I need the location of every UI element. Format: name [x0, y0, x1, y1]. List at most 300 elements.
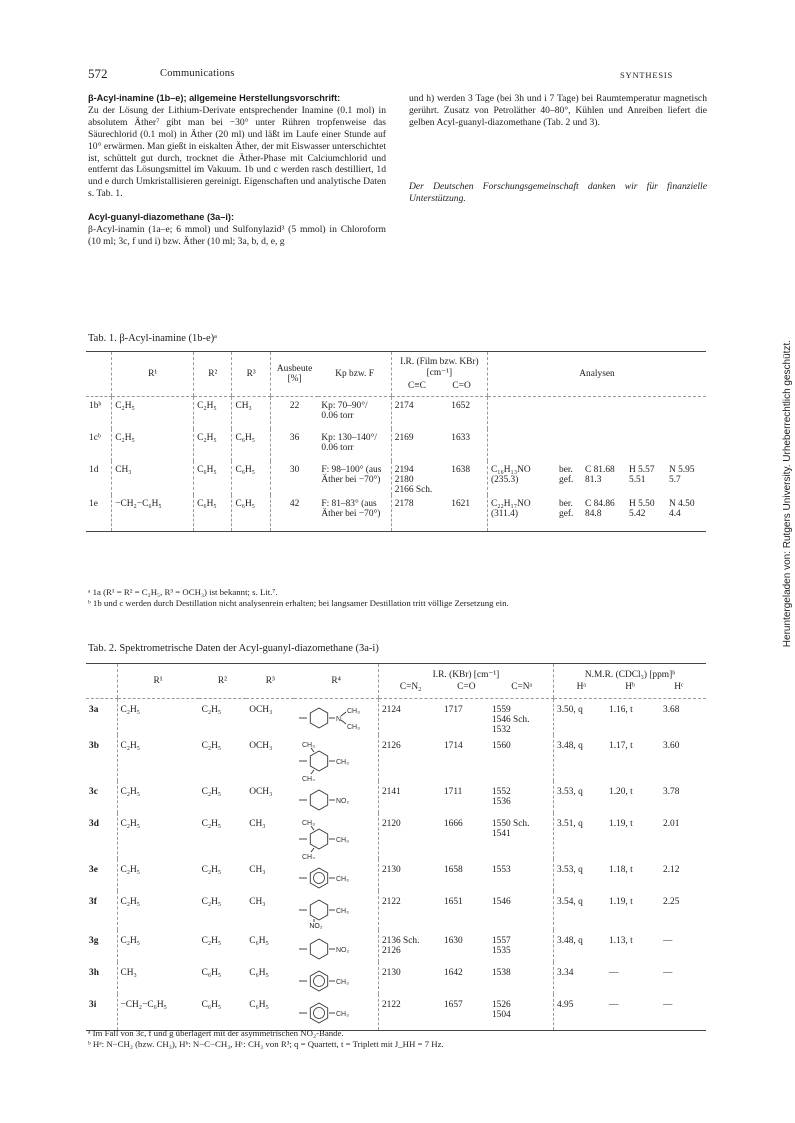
table1-row: [86, 397, 706, 430]
nmr-hc: —: [663, 1000, 673, 1010]
cell-nmr: [554, 930, 707, 962]
cell-ir: [378, 962, 553, 994]
cell-r2: C₆H₅: [194, 461, 232, 495]
methyl-label: CH₃: [336, 876, 350, 883]
cell-ir: [378, 994, 553, 1031]
t2-head-nmr-sub: [557, 681, 703, 693]
procedure-text-3: und h) werden 3 Tage (bei 3h und i 7 Tage) bei Raumtemperatur magnetisch gerührt. Zusatz von Petroläther 40–80°, Kühlen und Anreiben liefert die gelben Acyl-guanyl-diazomethane (Tab. 2 und 3).: [409, 93, 707, 128]
cell-ir: [391, 461, 487, 495]
cell-r4: [294, 813, 378, 859]
table2-row: [86, 994, 706, 1031]
nmr-hb: 1.18, t: [609, 865, 633, 875]
ir-cn2-line: 2126: [381, 946, 401, 956]
cell-r1: C₂H₅: [117, 891, 199, 930]
methyl-label: CH₃: [336, 979, 350, 986]
t2-head-r3: R³: [246, 664, 294, 699]
acknowledgement: Der Deutschen Forschungsgemeinschaft danken wir für finanzielle Unterstützung.: [409, 180, 707, 204]
ir-values: [395, 465, 484, 495]
cell-nmr: [554, 813, 707, 859]
cell-r1: CH₃: [117, 962, 199, 994]
t2-head-hc: Hᶜ: [674, 682, 684, 692]
nmr-hb: 1.17, t: [609, 741, 633, 751]
ir-cn2-line: 2141: [381, 787, 401, 797]
table2-footnote-a: ᵃ Im Fall von 3c, f und g überlagert mit der asymmetrischen NO₂-Bande.: [88, 1028, 344, 1038]
table2-caption: Tab. 2. Spektrometrische Daten der Acyl-guanyl-diazomethane (3a-i): [88, 643, 379, 654]
nitrogen-label: N: [336, 716, 342, 723]
cell-ir: [378, 735, 553, 781]
ir-cn2: [382, 787, 444, 807]
ir-cn: [492, 705, 550, 735]
kp-line: Äther bei −70°): [321, 475, 381, 485]
nmr-hb: 1.19, t: [609, 897, 633, 907]
methyl-label: CH₃: [336, 759, 350, 766]
cell-ir: [378, 891, 553, 930]
cell-r3: CH₃: [249, 819, 266, 829]
ir-cn2-line: 2136 Sch.: [381, 936, 420, 946]
nmr-hb: 1.16, t: [609, 705, 633, 715]
procedure-text-1: Zu der Lösung der Lithium-Derivate entsprechender Inamine (0.1 mol) in absolutem Äther⁷ gibt man bei −30° unter Rühren tropfenweise das Säurechlorid (0.1 mol) in Äther (20 ml) und läßt im Laufe einer Stunde auf 10° erwärmen. Man gießt in eiskalten Äther, der mit Eiswasser unterschichtet ist, schüttelt gut durch, trocknet die Äther-Phase mit Calciumchlorid und entfernt das Lösungsmittel im Vakuum. 1b und c werden rasch destilliert, 1d und e durch Umkristallisieren gereinigt. Eigenschaften und analytische Daten s. Tab. 1.: [88, 104, 386, 200]
ber-c: C 84.86: [585, 499, 615, 509]
cell-r3: C₆H₅: [249, 968, 269, 978]
right-column: [409, 93, 707, 205]
nmr-ha: 4.95: [557, 1000, 574, 1010]
cell-r3: CH₃: [249, 897, 266, 907]
methyl-label: CH₃: [347, 708, 361, 715]
cell-r3: OCH₃: [249, 705, 273, 715]
ir-cn2: [382, 741, 444, 751]
t2-head-ha: Hᵃ: [576, 682, 586, 692]
ir-co: 1651: [443, 897, 463, 907]
ir-cn: [492, 819, 550, 839]
analysis-grid: [491, 465, 703, 485]
nmr-hb: 1.20, t: [609, 787, 633, 797]
ir-cn2: [382, 865, 444, 875]
benzene-ring: [311, 971, 328, 991]
journal-name: SYNTHESIS: [620, 70, 674, 80]
cell-r2: C₂H₅: [201, 741, 222, 751]
ir-cc-line: 2169: [394, 433, 414, 443]
gef-label: gef.: [559, 509, 574, 519]
t1-head-ir-sub: [395, 381, 484, 391]
kp-line: 0.06 torr: [321, 443, 354, 453]
cell-r1: C₂H₅: [112, 397, 194, 430]
kp-line: 0.06 torr: [321, 411, 354, 421]
gef-h: 5.51: [629, 475, 646, 485]
cell-r2: C₂H₅: [201, 936, 222, 946]
ir-values: [382, 897, 550, 907]
ir-cn: [492, 865, 550, 875]
benzene-ring: [311, 708, 328, 728]
cell-r1: −CH₂−C₆H₅: [117, 994, 199, 1031]
ir-co: 1666: [443, 819, 463, 829]
cell-nmr: [554, 781, 707, 813]
cell-nmr: [554, 994, 707, 1031]
t2-head-ir-sub: [382, 681, 550, 693]
nmr-hc: 2.12: [663, 865, 680, 875]
table2-row: [86, 891, 706, 930]
nmr-ha: 3.48, q: [557, 741, 583, 751]
cell-r1: C₂H₅: [117, 813, 199, 859]
methyl-label: CH₃: [302, 776, 316, 781]
kp-line: F: 81–83° (aus: [321, 499, 377, 509]
cell-r2: C₂H₅: [201, 865, 222, 875]
cell-r1: C₂H₅: [117, 859, 199, 891]
ir-cn2-line: 2122: [381, 1000, 401, 1010]
ber-h: H 5.57: [629, 465, 655, 475]
t2-head-nmr-title: N.M.R. (CDCl₃) [ppm]ᵇ: [584, 670, 676, 680]
nmr-hb: —: [609, 1000, 619, 1010]
page-number: 572: [88, 66, 108, 81]
nmr-hc: 3.78: [663, 787, 680, 797]
table2-row: [86, 781, 706, 813]
t2-head-ir-title: I.R. (KBr) [cm⁻¹]: [432, 670, 500, 680]
t1-head-yield: Ausbeute [%]: [270, 352, 318, 397]
ir-cn-line: 1552: [491, 787, 511, 797]
gef-n: 4.4: [669, 509, 681, 519]
benzene-ring: [311, 790, 328, 810]
t1-head-r3: R³: [232, 352, 270, 397]
ir-co: 1621: [451, 499, 470, 509]
download-notice: Heruntergeladen von: Rutgers University. Urheberrechtlich geschützt.: [782, 340, 793, 648]
compound-id: 3c: [89, 787, 98, 797]
ir-cn-line: 1541: [491, 829, 511, 839]
cell-r1: C₂H₅: [112, 429, 194, 461]
ir-cn2-line: 2130: [381, 968, 401, 978]
cell-analysis: [488, 461, 707, 495]
table2-row: [86, 699, 706, 736]
nmr-ha: 3.53, q: [557, 787, 583, 797]
ir-cn: [492, 1000, 550, 1020]
nmr-hc: —: [663, 968, 673, 978]
cell-r1: −CH₂−C₆H₅: [112, 495, 194, 532]
ir-values: [382, 1000, 550, 1020]
molar-mass: (311.4): [491, 509, 518, 519]
benzene-ring: [311, 939, 328, 959]
table1-footnote-a: ᵃ 1a (R¹ = R² = C₂H₅, R³ = OCH₃) ist bekannt; s. Lit.⁷.: [88, 587, 278, 597]
methyl-label: CH₃: [336, 837, 350, 844]
ir-values: [382, 865, 550, 875]
cell-r3: C₆H₅: [232, 429, 270, 461]
nmr-ha: 3.34: [557, 968, 574, 978]
gef-c: 84.8: [585, 509, 602, 519]
cell-ir: [378, 781, 553, 813]
ir-cn-line: 1557: [491, 936, 511, 946]
ir-cn2-line: 2126: [381, 741, 401, 751]
ber-n: N 4.50: [669, 499, 695, 509]
r4-structure: [297, 705, 371, 731]
ir-co: 1658: [443, 865, 463, 875]
ir-cn2: [382, 936, 444, 956]
r4-structure: [297, 1000, 371, 1026]
table1-footnote-b: ᵇ 1b und c werden durch Destillation nicht analysenrein erhalten; bei langsamer Destillation tritt völlige Zersetzung ein.: [88, 598, 509, 608]
kp-line: F: 98–100° (aus: [321, 465, 382, 475]
t2-head-nmr: [554, 664, 707, 699]
compound-id: 1d: [89, 465, 99, 475]
cell-r4: [294, 962, 378, 994]
nmr-hb: 1.19, t: [609, 819, 633, 829]
t1-head-id: [86, 352, 112, 397]
methyl-label: CH₃: [347, 724, 361, 731]
ir-cn-line: 1546 Sch.: [491, 715, 530, 725]
t2-head-hb: Hᵇ: [625, 682, 635, 692]
cell-r2: C₂H₅: [194, 429, 232, 461]
cell-r2: C₆H₅: [194, 495, 232, 532]
t2-head-r2: R²: [199, 664, 247, 699]
t1-head-ir-title: I.R. (Film bzw. KBr) [cm⁻¹]: [400, 357, 479, 378]
compound-id: 3a: [89, 705, 99, 715]
cell-r2: C₂H₅: [201, 705, 222, 715]
benzene-ring: [311, 829, 328, 849]
ir-cn-line: 1559: [491, 705, 511, 715]
ir-co: 1630: [443, 936, 463, 946]
compound-id: 3b: [89, 741, 99, 751]
ir-cc-line: 2194: [394, 465, 414, 475]
ir-co: 1711: [443, 787, 463, 797]
nmr-hc: 2.01: [663, 819, 680, 829]
ber-label: ber.: [559, 499, 573, 509]
cell-r1: CH₃: [112, 461, 194, 495]
ir-cc-line: 2178: [394, 499, 414, 509]
r4-structure: [297, 819, 371, 859]
bond-line: [341, 712, 346, 716]
cell-kp: [318, 397, 391, 430]
analysis-grid: [491, 499, 703, 519]
cell-r3: C₆H₅: [232, 461, 270, 495]
nmr-values: [557, 936, 703, 946]
gef-h: 5.42: [629, 509, 646, 519]
t2-head-ir-cn2: C=N₂: [399, 682, 422, 692]
nmr-values: [557, 705, 703, 715]
ir-cn: [492, 897, 550, 907]
ir-cn-line: 1536: [491, 797, 511, 807]
ir-cn2-line: 2124: [381, 705, 401, 715]
t2-head-r1: R¹: [117, 664, 199, 699]
cell-r4: [294, 735, 378, 781]
cell-r4: [294, 781, 378, 813]
nmr-values: [557, 819, 703, 829]
ir-cn-line: 1532: [491, 725, 511, 735]
ir-cn2-line: 2120: [381, 819, 401, 829]
bond-line: [311, 848, 314, 852]
cell-r3: CH₃: [232, 397, 270, 430]
cell-r1: C₂H₅: [117, 930, 199, 962]
cell-r2: C₂H₅: [194, 397, 232, 430]
kp-line: Äther bei −70°): [321, 509, 381, 519]
nmr-values: [557, 741, 703, 751]
ber-h: H 5.50: [629, 499, 655, 509]
ir-cn2: [382, 705, 444, 735]
nmr-values: [557, 1000, 703, 1010]
ir-cc-line: 2166 Sch.: [394, 485, 433, 495]
nmr-values: [557, 787, 703, 797]
cell-r3: C₆H₅: [249, 936, 269, 946]
table2-footnote-b: ᵇ Hᵃ: N−CH₂ (bzw. CH₃), Hᵇ: N−C−CH₃, Hᶜ: CH₃ von R³; q = Quartett, t = Triplett mit J_HH = 7 Hz.: [88, 1039, 444, 1049]
ir-values: [382, 705, 550, 735]
ir-cn-line: 1526: [491, 1000, 511, 1010]
r4-structure: [297, 968, 371, 994]
compound-id: 1cᵇ: [89, 433, 101, 443]
nmr-ha: 3.50, q: [557, 705, 583, 715]
table2-footnotes: [88, 1028, 708, 1050]
ir-cc: [395, 433, 414, 443]
r4-structure: [297, 897, 371, 923]
formula: C₂₂H₁₇NO: [491, 499, 531, 509]
ir-values: [395, 401, 484, 411]
ir-cn2: [382, 819, 444, 839]
kp-line: Kp: 70–90°/: [321, 401, 368, 411]
cell-r3: OCH₃: [249, 741, 273, 751]
benzene-ring: [311, 1003, 328, 1023]
cell-analysis: [488, 429, 707, 461]
compound-id: 3d: [89, 819, 99, 829]
cell-r4: [294, 699, 378, 736]
formula: C₁₆H₁₃NO: [491, 465, 531, 475]
cell-r1: C₂H₅: [117, 735, 199, 781]
table1: [86, 351, 706, 532]
cell-yield: 22: [270, 397, 318, 430]
table2: [86, 663, 706, 1031]
cell-r4: [294, 859, 378, 891]
ir-cc: [395, 465, 433, 495]
ir-cn-line: 1538: [491, 968, 511, 978]
ir-values: [382, 936, 550, 956]
benzene-ring: [311, 868, 328, 888]
t1-head-analysis: Analysen: [488, 352, 707, 397]
ir-values: [382, 968, 550, 978]
ir-co: 1717: [443, 705, 463, 715]
cell-ir: [378, 813, 553, 859]
methyl-label: CH₃: [302, 820, 316, 827]
ir-cn2: [382, 1000, 444, 1020]
cell-r1: C₂H₅: [117, 699, 199, 736]
nitro-label: NO₂: [336, 798, 350, 805]
ir-co: 1638: [451, 465, 470, 475]
nmr-ha: 3.48, q: [557, 936, 583, 946]
cell-r4: [294, 930, 378, 962]
t2-head-ir-co: C=O: [457, 682, 476, 692]
cell-nmr: [554, 891, 707, 930]
t1-head-ir-cc: C≡C: [408, 381, 426, 391]
ir-co: 1657: [443, 1000, 463, 1010]
methyl-label: CH₃: [336, 908, 350, 915]
left-column: [88, 93, 386, 248]
nitro-label: NO₂: [309, 923, 323, 930]
ir-cn: [492, 936, 550, 956]
ir-cn2-line: 2122: [381, 897, 401, 907]
cell-kp: [318, 429, 391, 461]
cell-ir: [378, 859, 553, 891]
ir-cn-line: 1504: [491, 1010, 511, 1020]
ir-cn2: [382, 968, 444, 978]
t2-head-ir: [378, 664, 553, 699]
cell-r4: [294, 994, 378, 1031]
ir-values: [395, 433, 484, 443]
nmr-hb: 1.13, t: [609, 936, 633, 946]
table1-caption: Tab. 1. β-Acyl-inamine (1b-e)ᵃ: [88, 333, 218, 344]
table1-row: [86, 495, 706, 532]
cell-kp: [318, 495, 391, 532]
nmr-values: [557, 865, 703, 875]
procedure-heading-1: β-Acyl-inamine (1b–e); allgemeine Herstellungsvorschrift:: [88, 93, 341, 103]
compound-id: 1e: [86, 495, 112, 532]
ir-values: [382, 741, 550, 751]
t2-head-id: [86, 664, 117, 699]
cell-nmr: [554, 735, 707, 781]
cell-nmr: [554, 962, 707, 994]
compound-id: 1bᵇ: [89, 401, 102, 411]
ir-values: [395, 499, 484, 509]
nmr-hc: 3.60: [663, 741, 680, 751]
cell-ir: [378, 699, 553, 736]
ir-cc: [395, 401, 414, 411]
benzene-ring: [311, 751, 328, 771]
aromatic-circle: [314, 873, 325, 884]
aromatic-circle: [314, 1008, 325, 1019]
cell-r3: C₆H₅: [246, 994, 294, 1031]
t1-head-ir: [391, 352, 487, 397]
kp-line: Kp: 130–140°/: [321, 433, 377, 443]
ir-co: 1633: [451, 433, 470, 443]
t1-head-ir-co: C=O: [452, 381, 471, 391]
r4-structure: [297, 936, 371, 962]
ir-cc: [395, 499, 414, 509]
table2-row: [86, 930, 706, 962]
aromatic-circle: [314, 976, 325, 987]
cell-r2: C₆H₅: [201, 968, 222, 978]
table2-row: [86, 962, 706, 994]
ir-cn2-line: 2130: [381, 865, 401, 875]
cell-r3: C₆H₅: [232, 495, 270, 532]
nmr-hc: —: [663, 936, 673, 946]
table2-row: [86, 735, 706, 781]
cell-yield: 30: [270, 461, 318, 495]
ir-co: 1714: [443, 741, 463, 751]
methyl-label: CH₃: [302, 854, 316, 859]
ber-c: C 81.68: [585, 465, 615, 475]
ir-values: [382, 787, 550, 807]
table2-row: [86, 813, 706, 859]
cell-analysis: [488, 397, 707, 430]
r4-structure: [297, 787, 371, 813]
table1-row: [86, 461, 706, 495]
bond-line: [341, 720, 346, 724]
compound-id: 3h: [89, 968, 99, 978]
ir-cn: [492, 787, 550, 807]
cell-r2: C₂H₅: [201, 897, 222, 907]
ir-cc-line: 2174: [394, 401, 414, 411]
compound-id: 3g: [89, 936, 99, 946]
nmr-ha: 3.51, q: [557, 819, 583, 829]
methyl-label: CH₃: [302, 742, 316, 749]
ir-cc-line: 2180: [394, 475, 414, 485]
t2-head-r4: R⁴: [294, 664, 378, 699]
t2-head-ir-cn: C=Nᵃ: [511, 682, 533, 692]
nmr-hc: 2.25: [663, 897, 680, 907]
ir-cn-line: 1550 Sch.: [491, 819, 530, 829]
ir-cn-line: 1553: [491, 865, 511, 875]
cell-ir: [391, 429, 487, 461]
ir-co: 1652: [451, 401, 470, 411]
ber-label: ber.: [559, 465, 573, 475]
benzene-ring: [311, 900, 328, 920]
procedure-heading-2: Acyl-guanyl-diazomethane (3a–i):: [88, 212, 235, 223]
cell-r4: [294, 891, 378, 930]
nmr-hc: 3.68: [663, 705, 680, 715]
running-header: Communications: [160, 68, 235, 79]
bond-line: [311, 770, 314, 774]
procedure-text-2: β-Acyl-inamin (1a–e; 6 mmol) und Sulfonylazid³ (5 mmol) in Chloroform (10 ml; 3c, f und i) bzw. Äther (10 ml; 3a, b, d, e, g: [88, 224, 386, 247]
nmr-ha: 3.54, q: [557, 897, 583, 907]
